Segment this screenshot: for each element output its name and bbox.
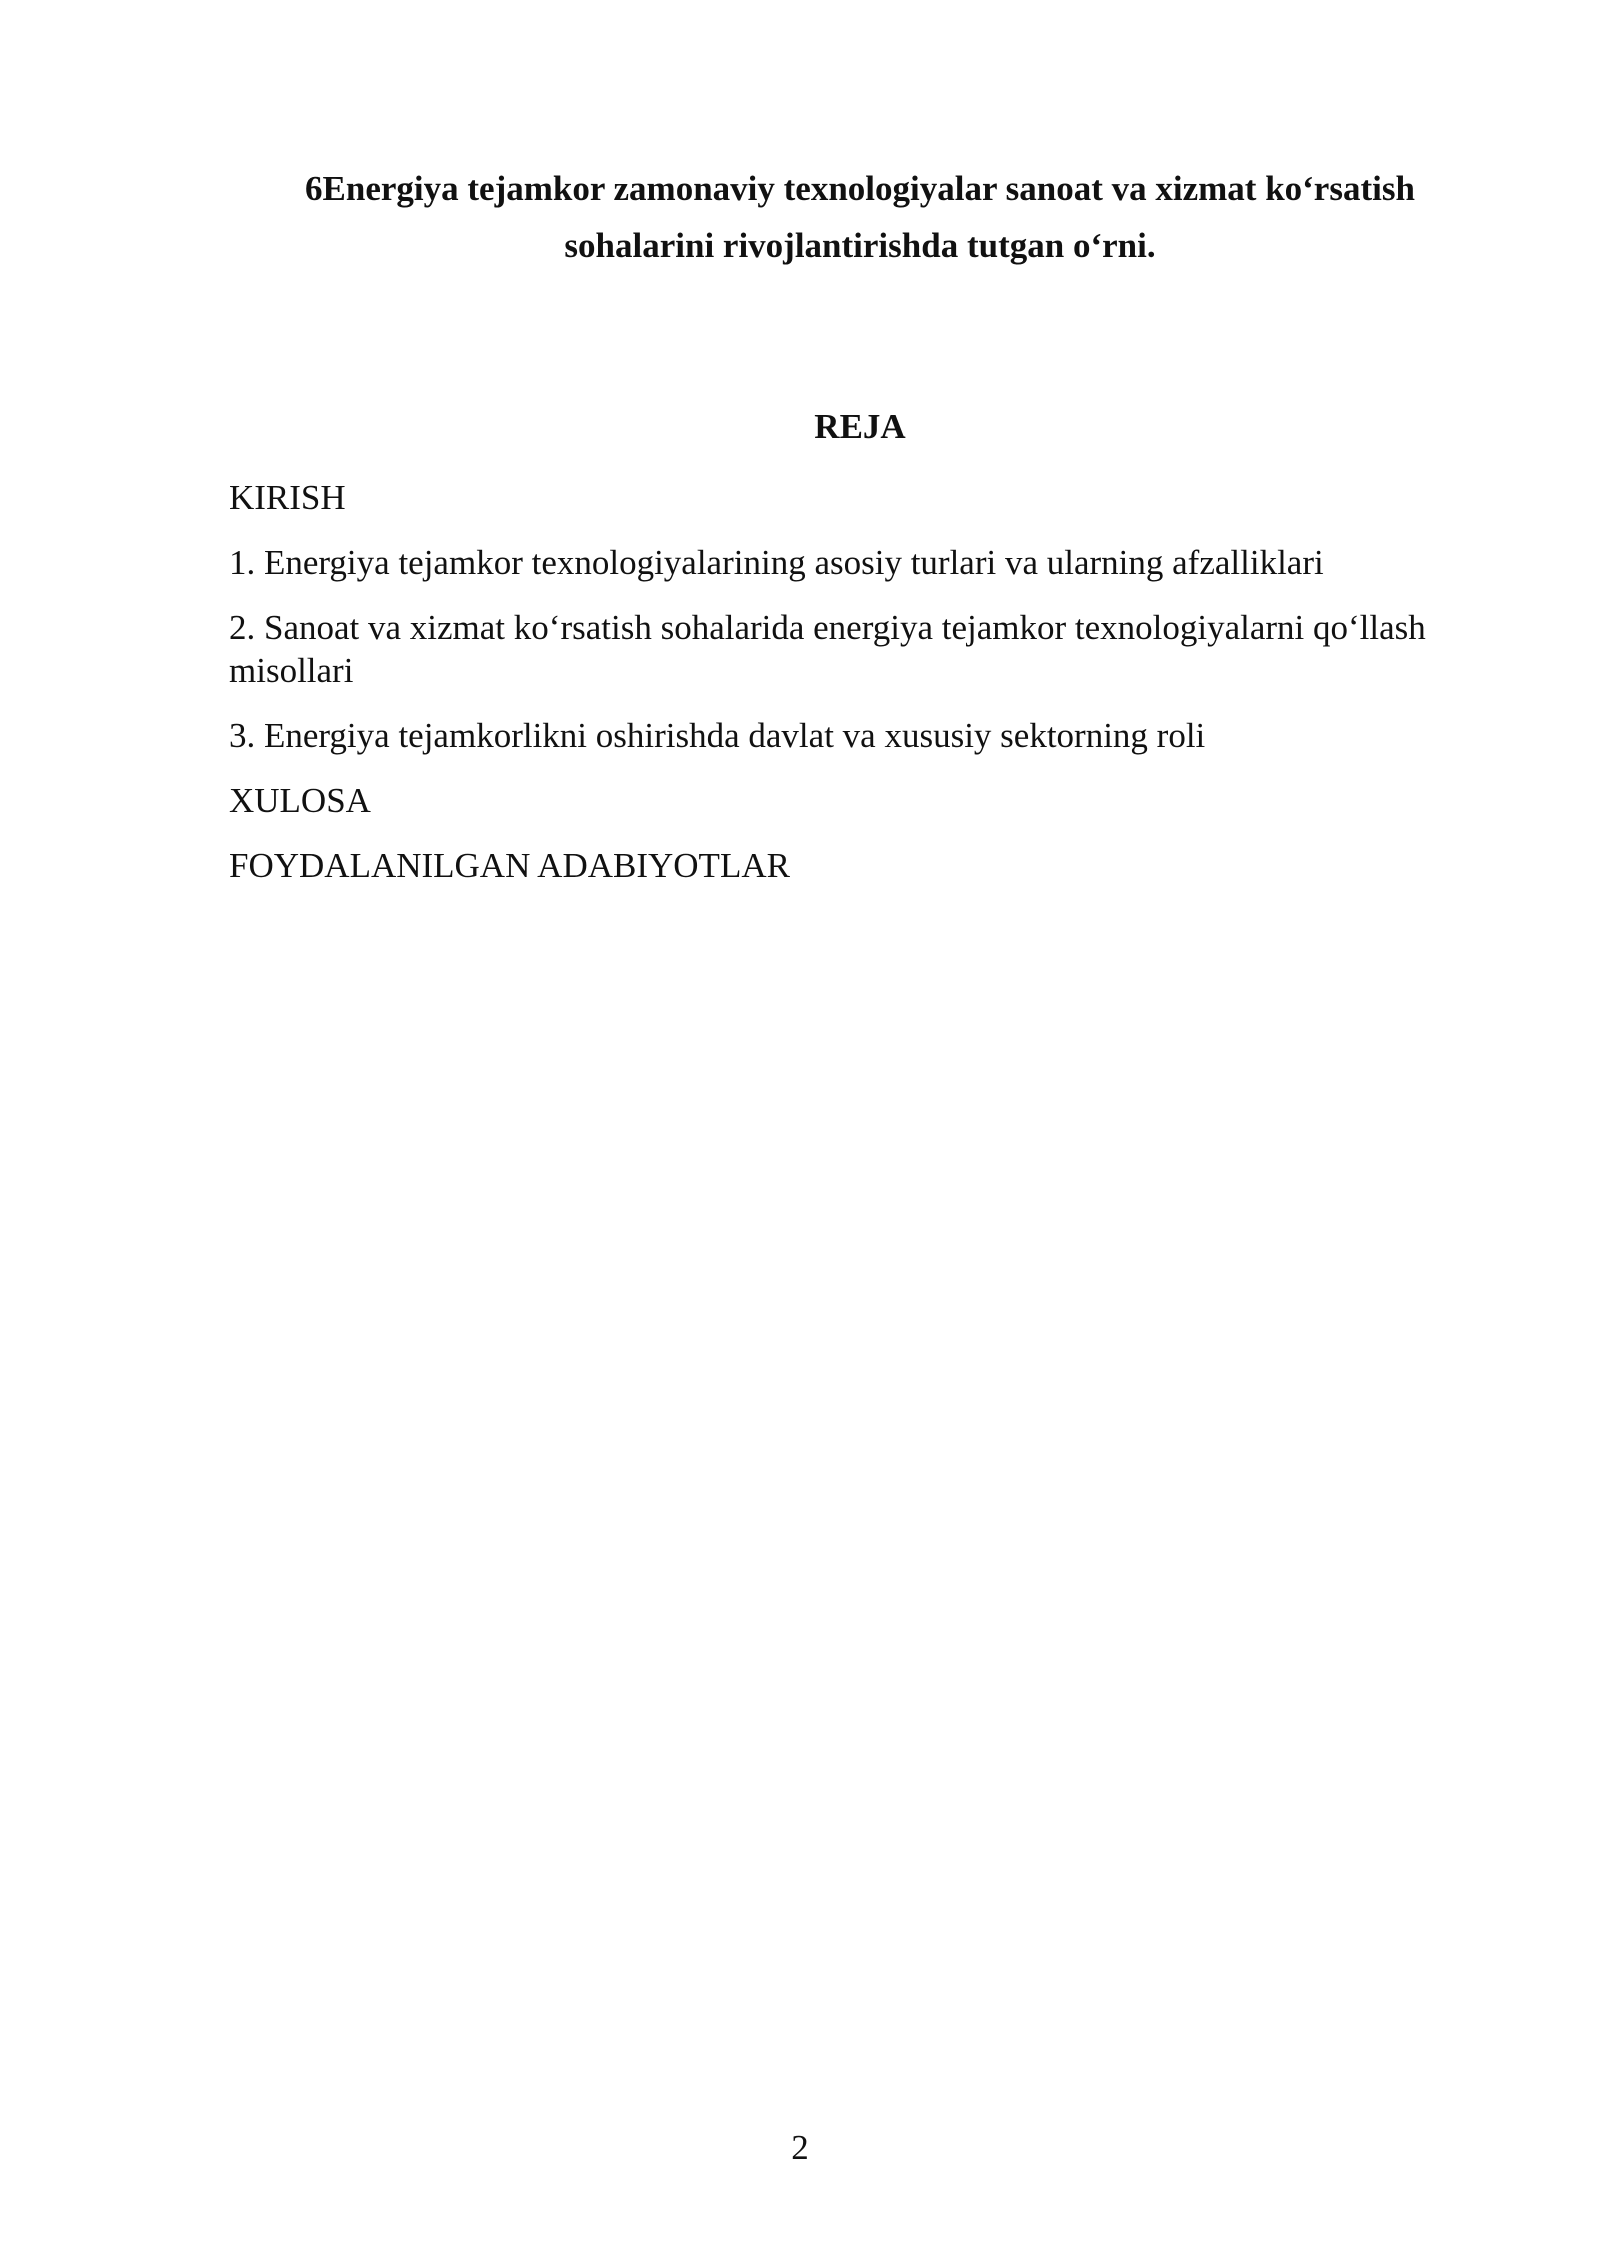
plan-list xyxy=(229,476,1469,909)
plan-item-conclusion: XULOSA xyxy=(229,781,371,820)
page-number: 2 xyxy=(791,2128,809,2167)
document-title: 6Energiya tejamkor zamonaviy texnologiyalar sanoat va xizmat ko‘rsatish sohalarini rivojlantirishda tutgan o‘rni. xyxy=(305,169,1415,265)
plan-item-2: 2. Sanoat va xizmat ko‘rsatish sohalarida energiya tejamkor texnologiyalarni qo‘llash misollari xyxy=(229,608,1426,690)
plan-item-references: FOYDALANILGAN ADABIYOTLAR xyxy=(229,846,790,885)
plan-item-3: 3. Energiya tejamkorlikni oshirishda davlat va xususiy sektorning roli xyxy=(229,716,1206,755)
plan-item-introduction: KIRISH xyxy=(229,478,346,517)
plan-heading: REJA xyxy=(814,407,906,446)
plan-item-1: 1. Energiya tejamkor texnologiyalarining asosiy turlari va ularning afzalliklari xyxy=(229,543,1324,582)
